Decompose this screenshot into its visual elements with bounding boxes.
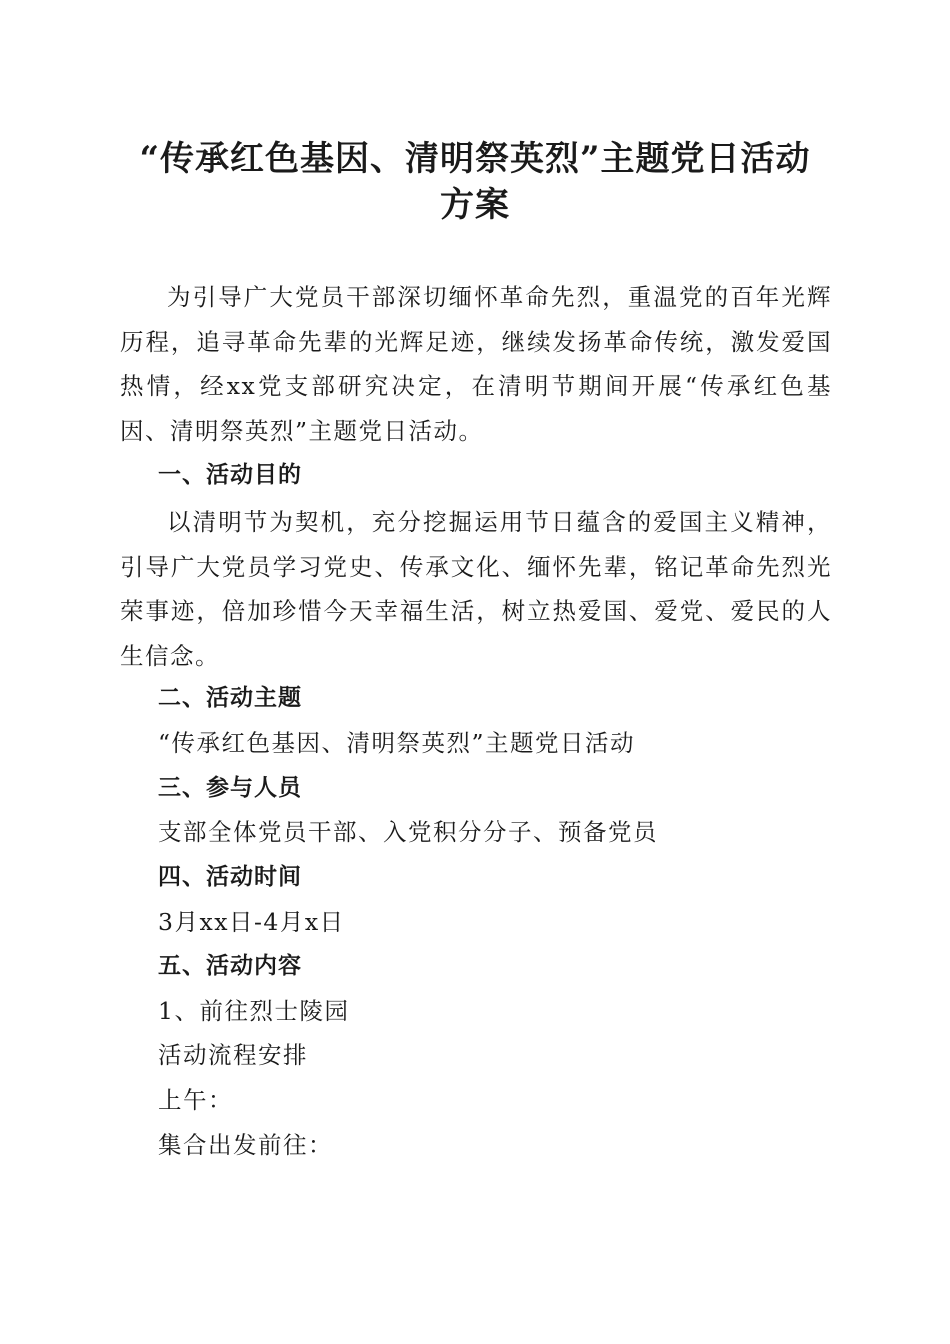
- section-heading-time: 四、活动时间: [158, 864, 302, 890]
- section-heading-theme: 二、活动主题: [158, 685, 302, 711]
- content-item-2: 活动流程安排: [158, 1041, 308, 1069]
- section-heading-participants: 三、参与人员: [158, 775, 302, 801]
- document-title-line-2: 方案: [440, 185, 510, 225]
- section-content-theme: “传承红色基因、清明祭英烈”主题党日活动: [158, 729, 636, 757]
- intro-paragraph: 为引导广大党员干部深切缅怀革命先烈，重温党的百年光辉历程，追寻革命先辈的光辉足迹，继续发扬革命传统，激发爱国热情，经xx党支部研究决定，在清明节期间开展“传承红色基因、清明祭英烈”主题党日活动。: [120, 283, 832, 445]
- content-item-4: 集合出发前往：: [158, 1131, 333, 1159]
- section-content-purpose: 以清明节为契机，充分挖掘运用节日蕴含的爱国主义精神，引导广大党员学习党史、传承文化、缅怀先辈，铭记革命先烈光荣事迹，倍加珍惜今天幸福生活，树立热爱国、爱党、爱民的人生信念。: [120, 508, 832, 670]
- section-content-participants: 支部全体党员干部、入党积分分子、预备党员: [158, 818, 658, 846]
- content-item-1: 1、前往烈士陵园: [158, 997, 350, 1025]
- section-content-time: 3月xx日-4月x日: [158, 908, 345, 936]
- document-title-line-1: “传承红色基因、清明祭英烈”主题党日活动: [139, 139, 811, 179]
- section-heading-purpose: 一、活动目的: [158, 462, 302, 488]
- section-heading-content: 五、活动内容: [158, 953, 302, 979]
- content-item-3: 上午：: [158, 1086, 233, 1114]
